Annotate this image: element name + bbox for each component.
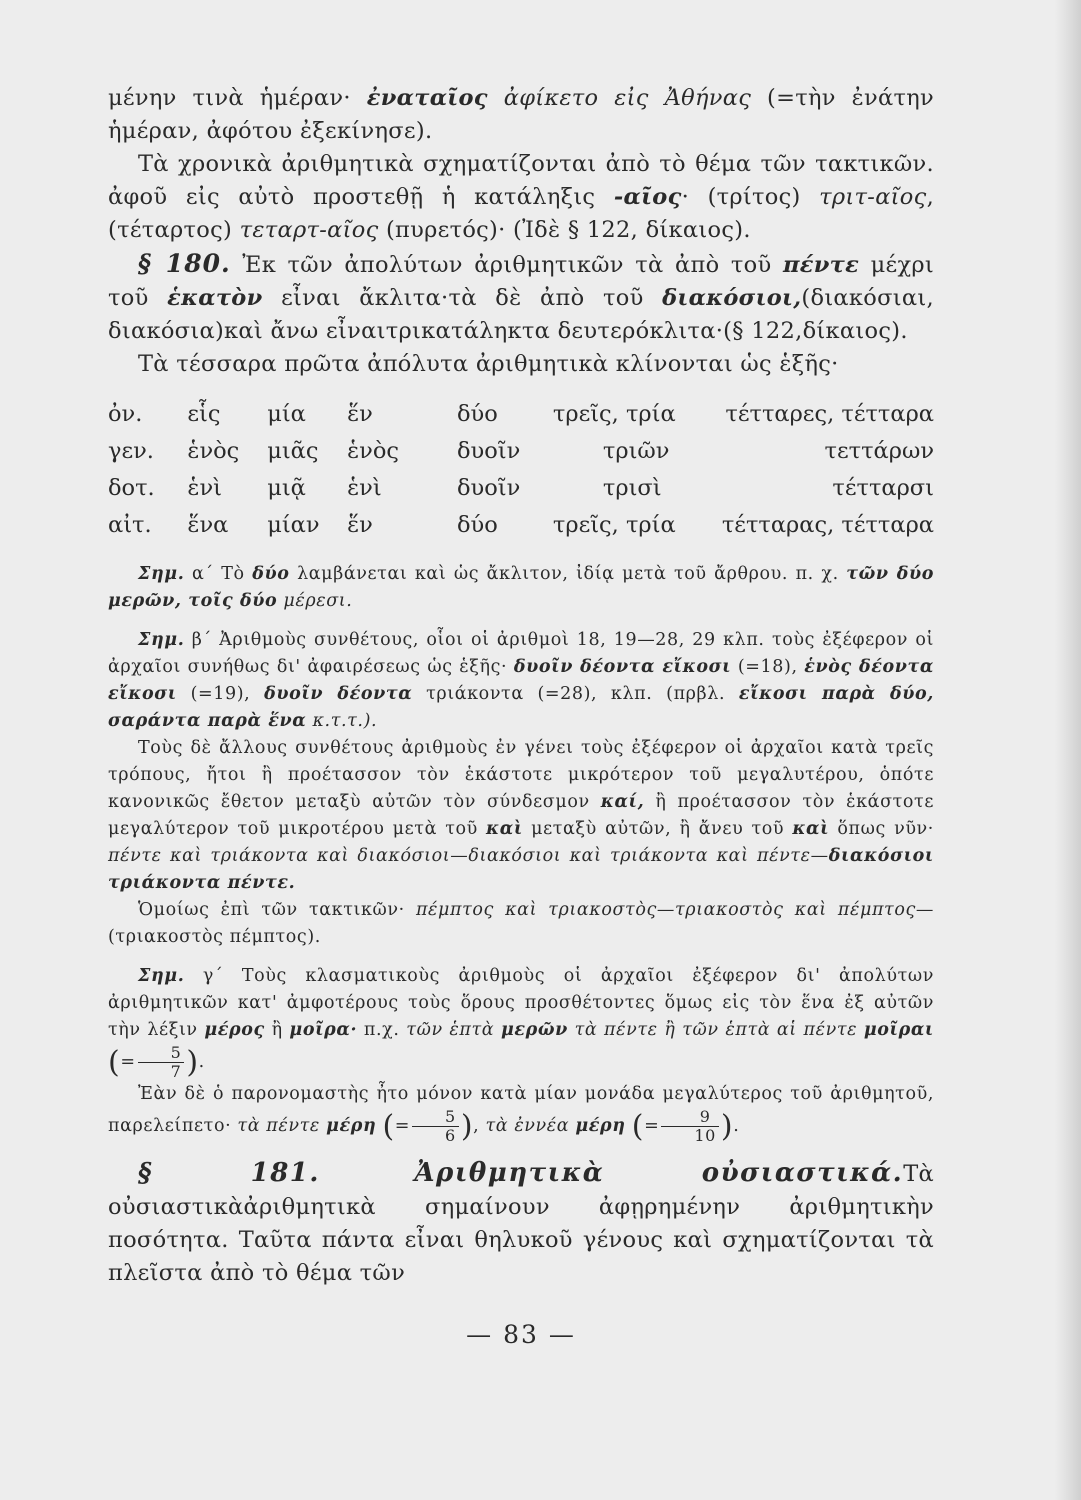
text: γ΄ Τοὺς κλασματικοὺς ἀριθμοὺς οἱ ἀρχαῖοι ἐξέφερον δι' ἀπολύτων ἀριθμητικῶν κατ' ἀμφοτέρους τοὺς ὅρους προσθέτοντες ὅμως εἰς τὸν ἕνα ἐξ αὐτῶν τὴν λέξιν <box>108 966 934 1040</box>
table-cell: τρεῖς, τρία <box>552 511 676 538</box>
emphasis: εἴκοσι παρὰ δύο, σαράντα παρὰ ἕνα <box>108 684 934 731</box>
table-cell: ἑνὸς <box>347 437 399 464</box>
table-cell: δύο <box>457 400 498 427</box>
emphasis: μέρη <box>326 1116 377 1136</box>
text: λαμβάνεται καὶ ὡς ἄκλιτον, ἰδίᾳ μετὰ τοῦ ἄρθρου. π. χ. <box>297 564 839 584</box>
emphasis: δύο <box>252 564 290 584</box>
text: (=18), <box>737 657 798 677</box>
fraction: $\frac{9}{10}$ <box>661 1108 719 1145</box>
example: πέμπτος καὶ τριακοστὸς—τριακοστὸς καὶ πέμπτος <box>415 900 916 920</box>
example: τὰ ἐννέα <box>485 1116 570 1136</box>
text: , (τέταρτος) <box>108 184 935 243</box>
text: Ἐὰν δὲ ὁ παρονομαστὴς ἦτο μόνον κατὰ μίαν μονάδα μεγαλύτερος τοῦ ἀριθμητοῦ, παρελείπετο· <box>108 1084 934 1136</box>
table-cell: ἕν <box>347 400 373 427</box>
text: τριάκοντα (=28), κλπ. (πρβλ. <box>426 684 726 704</box>
section-181 <box>108 1157 934 1290</box>
table-cell: δυοῖν <box>457 474 521 501</box>
example: τριτ-αῖος <box>819 184 927 210</box>
declension-table <box>108 395 934 543</box>
table-cell: τέτταρες, τέτταρα <box>725 400 934 427</box>
emphasis: δυοῖν δέοντα εἴκοσι <box>513 657 732 677</box>
emphasis: ἑκατὸν <box>167 285 263 311</box>
text: · (τρίτος) <box>681 184 801 210</box>
table-cell: τεττάρων <box>824 437 934 464</box>
table-cell: μιᾶς <box>267 437 319 464</box>
paragraph-continuation <box>108 82 934 148</box>
emphasis: τῶν δύο μερῶν, τοῖς δύο <box>108 564 935 611</box>
paragraph-declension-intro: Τὰ τέσσαρα πρῶτα ἀπόλυτα ἀριθμητικὰ κλίνονται ὡς ἑξῆς· <box>138 351 839 377</box>
emphasis: -αῖος <box>613 184 682 210</box>
emphasis: ἑνὸς δέοντα εἴκοσι <box>108 657 934 704</box>
section-180 <box>108 247 934 348</box>
emphasis: διακόσιοι, <box>662 285 802 311</box>
section-number: § 180. <box>138 249 231 278</box>
table-cell: ἑνὸς <box>187 437 240 464</box>
emphasis: καί, <box>600 792 645 812</box>
table-cell: μιᾷ <box>267 474 306 501</box>
emphasis: δυοῖν δέοντα <box>264 684 413 704</box>
text: (πυρετός)· (Ἰδὲ § 122, δίκαιος). <box>385 217 751 243</box>
table-cell: ἕνα <box>187 511 229 538</box>
paragraph-chronika <box>108 148 934 247</box>
page-number: — 83 — <box>466 1320 576 1349</box>
text: ὅπως νῦν· <box>837 819 934 839</box>
fraction: $\frac{5}{6}$ <box>412 1108 459 1145</box>
table-row <box>108 506 934 543</box>
paragraph-denominator: Ἐὰν δὲ ὁ παρονομαστὴς ἦτο μόνον κατὰ μίαν μονάδα μεγαλύτερος τοῦ ἀριθμητοῦ, παρελείπετο· τὰ πέντε μέρη (= $\frac{5}{6}$ ), τὰ ἐννέα μέρη (= $\frac{9}{10}$ ). <box>108 1084 934 1145</box>
note-c: Σημ. γ΄ Τοὺς κλασματικοὺς ἀριθμοὺς οἱ ἀρχαῖοι ἐξέφερον δι' ἀπολύτων ἀριθμητικῶν κατ' ἀμφοτέρους τοὺς ὅρους προσθέτοντες ὅμως εἰς τὸν ἕνα ἐξ αὐτῶν τὴν λέξιν μέρος ἢ μοῖρα· π.χ. τῶν ἑπτὰ μερῶν τὰ πέντε ἢ τῶν ἑπτὰ αἱ πέντε μοῖραι (= $\frac{5}{7}$ ). <box>108 966 934 1081</box>
example: τῶν ἑπτὰ <box>406 1020 495 1040</box>
note-label: Σημ. <box>138 966 185 986</box>
table-cell: ἑνὶ <box>347 474 382 501</box>
text: ἢ <box>271 1020 283 1040</box>
emphasis: μέρη <box>575 1116 626 1136</box>
example: μέρεσι. <box>283 591 353 611</box>
note-b <box>108 627 934 735</box>
text: κ.τ.τ.). <box>312 711 378 731</box>
emphasis: πέντε <box>782 252 860 278</box>
table-cell: μίαν <box>267 511 320 538</box>
table-cell: δυοῖν <box>457 437 521 464</box>
emphasis: μοῖραι <box>863 1020 934 1040</box>
text: εἶναι ἄκλιτα·τὰ δὲ ἀπὸ τοῦ <box>281 285 644 311</box>
table-cell: δύο <box>457 511 498 538</box>
case-label: ὀν. <box>108 400 143 427</box>
table-cell: ἕν <box>347 511 373 538</box>
table-cell: μία <box>267 400 306 427</box>
section-number: § 181. <box>138 1158 320 1188</box>
text: (=19), <box>190 684 251 704</box>
text: μεταξὺ αὐτῶν, ἢ ἄνευ τοῦ <box>531 819 785 839</box>
table-cell: τριῶν <box>602 437 670 464</box>
text: ἀφίκετο εἰς Ἀθήνας <box>503 85 752 111</box>
text: π.χ. <box>363 1020 400 1040</box>
fraction: $\frac{5}{7}$ <box>138 1044 185 1081</box>
page-gutter <box>1055 0 1081 1500</box>
example: πέντε καὶ τριάκοντα καὶ διακόσιοι—διακόσιοι καὶ τριάκοντα καὶ πέντε— <box>108 846 829 866</box>
text: β΄ Ἀριθμοὺς συνθέτους, οἷοι οἱ ἀριθμοὶ 18, 19—28, 29 κλπ. τοὺς ἐξέφερον οἱ ἀρχαῖοι συνήθως δι' ἀφαιρέσεως ὡς ἑξῆς· <box>108 630 934 677</box>
text: Ὁμοίως ἐπὶ τῶν τακτικῶν· <box>138 900 405 920</box>
text: α΄ Τὸ <box>191 564 245 584</box>
paragraph-ordinals <box>108 897 934 951</box>
emphasis: καὶ <box>792 819 830 839</box>
text: —(τριακοστὸς πέμπτος). <box>108 900 934 947</box>
case-label: γεν. <box>108 437 154 464</box>
example: τὰ πέντε <box>237 1116 320 1136</box>
emphasis: διακόσιοι τριάκοντα πέντε. <box>108 846 934 893</box>
text: Τοὺς δὲ ἄλλους συνθέτους ἀριθμοὺς ἐν γένει τοὺς ἐξέφερον οἱ ἀρχαῖοι κατὰ τρεῖς τρόπους, ἤτοι ἢ προέτασσον τὸν ἑκάστοτε μικρότερον τοῦ μεγαλυτέρου, ὁπότε κανονικῶς ἔθετον μεταξὺ αὐτῶν τὸν σύνδεσμον <box>108 738 934 812</box>
text: (=τὴν ἐνάτην ἡμέραν, ἀφότου ἐξεκίνησε). <box>108 85 934 144</box>
table-cell: τέτταρας, τέτταρα <box>721 511 934 538</box>
note-a <box>108 561 934 615</box>
section-title: Ἀριθμητικὰ οὐσιαστικά. <box>414 1158 904 1188</box>
table-row <box>108 432 934 469</box>
emphasis: μερῶν <box>500 1020 568 1040</box>
table-cell: τρεῖς, τρία <box>552 400 676 427</box>
table-cell: ἑνὶ <box>187 474 222 501</box>
paragraph-compound-numbers <box>108 735 934 897</box>
text: (διακόσιαι, διακόσια)καὶ ἄνω εἶναιτρικατάληκτα δευτερόκλιτα·(§ 122,δίκαιος). <box>108 285 934 344</box>
emphasis: μέρος <box>204 1020 265 1040</box>
text: Ἐκ τῶν ἀπολύτων ἀριθμητικῶν τὰ ἀπὸ τοῦ <box>242 252 772 278</box>
text: μένην τινὰ ἡμέραν· <box>108 85 351 111</box>
table-cell: εἷς <box>187 400 221 427</box>
table-row <box>108 395 934 432</box>
text: Τὰ χρονικὰ ἀριθμητικὰ σχηματίζονται ἀπὸ τὸ θέμα τῶν τακτικῶν. ἀφοῦ εἰς αὐτὸ προστεθῇ ἡ κατάληξις <box>108 151 934 210</box>
note-label: Σημ. <box>138 564 185 584</box>
table-cell: τρισὶ <box>602 474 662 501</box>
note-label: Σημ. <box>138 630 185 650</box>
table-cell: τέτταρσι <box>832 474 934 501</box>
case-label: αἰτ. <box>108 511 152 538</box>
text: ἢ προέτασσον τὸν ἑκάστοτε μεγαλύτερον τοῦ μικροτέρου μετὰ τοῦ <box>108 792 935 839</box>
example: τεταρτ-αῖος <box>239 217 379 243</box>
emphasis: καὶ <box>486 819 523 839</box>
emphasis: ἐναταῖος <box>366 85 488 111</box>
table-row <box>108 469 934 506</box>
case-label: δοτ. <box>108 474 155 501</box>
example: τὰ πέντε ἢ τῶν ἑπτὰ αἱ πέντε <box>574 1020 858 1040</box>
emphasis: μοῖρα· <box>289 1020 358 1040</box>
text: Τὰ οὐσιαστικὰἀριθμητικὰ σημαίνουν ἀφῃρημένην ἀριθμητικὴν ποσότητα. Ταῦτα πάντα εἶναι θηλυκοῦ γένους καὶ σχηματίζονται τὰ πλεῖστα ἀπὸ τὸ θέμα τῶν <box>108 1161 935 1286</box>
text: μέχρι τοῦ <box>108 252 935 311</box>
